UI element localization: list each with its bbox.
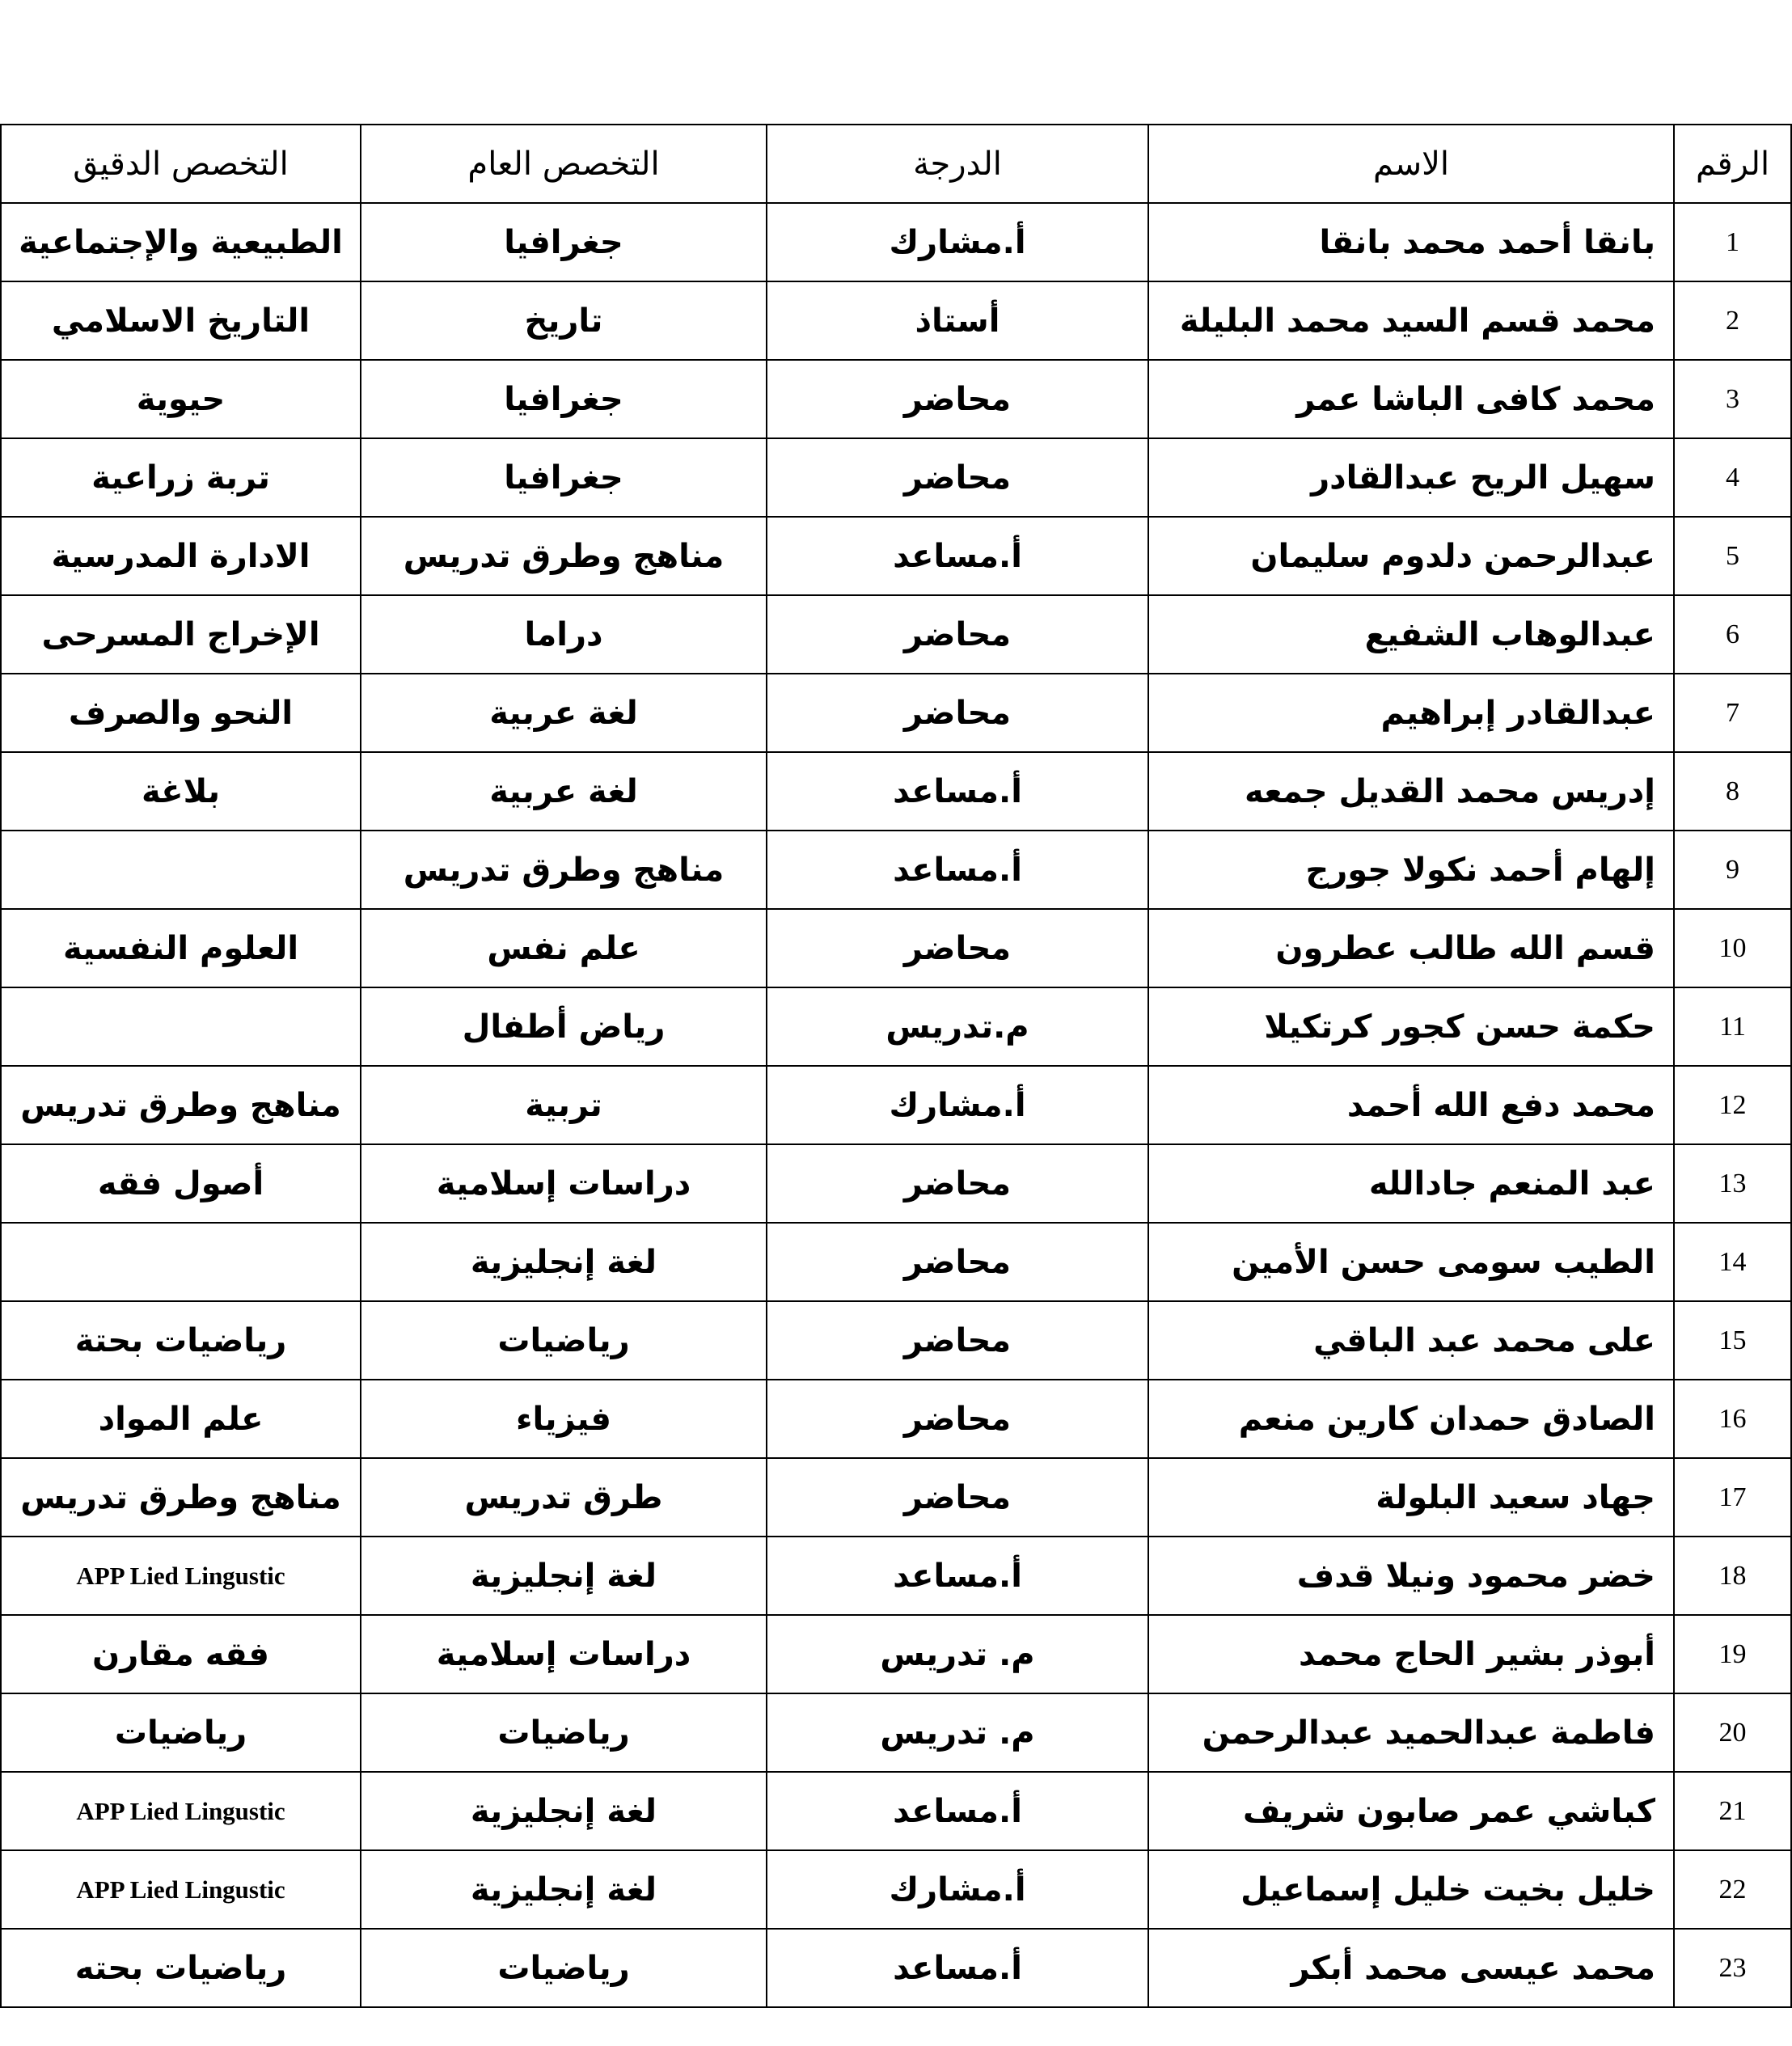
cell-specific-specialization: APP Lied Lingustic	[1, 1772, 361, 1850]
cell-num: 19	[1674, 1615, 1791, 1693]
table-row	[1, 1144, 1791, 1223]
cell-name: فاطمة عبدالحميد عبدالرحمن	[1148, 1693, 1674, 1772]
cell-general-specialization: لغة إنجليزية	[361, 1223, 767, 1301]
cell-name: جهاد سعيد البلولة	[1148, 1458, 1674, 1537]
cell-name: كباشي عمر صابون شريف	[1148, 1772, 1674, 1850]
cell-general-specialization: لغة عربية	[361, 752, 767, 831]
cell-num: 18	[1674, 1537, 1791, 1615]
cell-num: 2	[1674, 281, 1791, 360]
cell-degree: أ.مساعد	[767, 1537, 1148, 1615]
table-row	[1, 1772, 1791, 1850]
cell-specific-specialization: رياضيات بحتة	[1, 1301, 361, 1380]
cell-num: 15	[1674, 1301, 1791, 1380]
table-row	[1, 752, 1791, 831]
cell-general-specialization: جغرافيا	[361, 203, 767, 281]
cell-degree: محاضر	[767, 438, 1148, 517]
cell-num: 3	[1674, 360, 1791, 438]
header-name: الاسم	[1148, 125, 1674, 203]
cell-specific-specialization: رياضيات	[1, 1693, 361, 1772]
cell-degree: م.تدريس	[767, 987, 1148, 1066]
header-degree: الدرجة	[767, 125, 1148, 203]
cell-general-specialization: دراسات إسلامية	[361, 1144, 767, 1223]
table-row	[1, 281, 1791, 360]
cell-num: 8	[1674, 752, 1791, 831]
cell-num: 16	[1674, 1380, 1791, 1458]
header-general-specialization: التخصص العام	[361, 125, 767, 203]
cell-degree: أ.مساعد	[767, 1929, 1148, 2007]
cell-num: 21	[1674, 1772, 1791, 1850]
cell-num: 17	[1674, 1458, 1791, 1537]
cell-degree: م. تدريس	[767, 1693, 1148, 1772]
cell-name: محمد عيسى محمد أبكر	[1148, 1929, 1674, 2007]
cell-num: 6	[1674, 595, 1791, 674]
cell-name: حكمة حسن كجور كرتكيلا	[1148, 987, 1674, 1066]
cell-general-specialization: فيزياء	[361, 1380, 767, 1458]
cell-specific-specialization	[1, 987, 361, 1066]
cell-degree: أستاذ	[767, 281, 1148, 360]
header-specific-specialization: التخصص الدقيق	[1, 125, 361, 203]
cell-num: 5	[1674, 517, 1791, 595]
table-row	[1, 1066, 1791, 1144]
cell-degree: محاضر	[767, 595, 1148, 674]
table-row	[1, 1380, 1791, 1458]
cell-specific-specialization: APP Lied Lingustic	[1, 1850, 361, 1929]
table-header-row	[1, 125, 1791, 203]
cell-general-specialization: رياضيات	[361, 1301, 767, 1380]
cell-name: محمد قسم السيد محمد البليلة	[1148, 281, 1674, 360]
cell-name: خضر محمود ونيلا قدف	[1148, 1537, 1674, 1615]
cell-specific-specialization: الطبيعية والإجتماعية	[1, 203, 361, 281]
table-row	[1, 438, 1791, 517]
cell-specific-specialization: رياضيات بحته	[1, 1929, 361, 2007]
cell-specific-specialization: مناهج وطرق تدريس	[1, 1066, 361, 1144]
cell-name: عبدالرحمن دلدوم سليمان	[1148, 517, 1674, 595]
table-row	[1, 360, 1791, 438]
staff-table	[0, 124, 1792, 2008]
cell-name: خليل بخيت خليل إسماعيل	[1148, 1850, 1674, 1929]
cell-specific-specialization: تربة زراعية	[1, 438, 361, 517]
cell-general-specialization: دراما	[361, 595, 767, 674]
cell-num: 20	[1674, 1693, 1791, 1772]
cell-general-specialization: رياضيات	[361, 1693, 767, 1772]
cell-name: سهيل الريح عبدالقادر	[1148, 438, 1674, 517]
cell-general-specialization: رياضيات	[361, 1929, 767, 2007]
cell-degree: محاضر	[767, 1380, 1148, 1458]
table-row	[1, 1850, 1791, 1929]
cell-specific-specialization: العلوم النفسية	[1, 909, 361, 987]
cell-specific-specialization: علم المواد	[1, 1380, 361, 1458]
cell-general-specialization: تاريخ	[361, 281, 767, 360]
cell-general-specialization: جغرافيا	[361, 360, 767, 438]
table-row	[1, 1223, 1791, 1301]
cell-degree: محاضر	[767, 909, 1148, 987]
cell-name: إدريس محمد القديل جمعه	[1148, 752, 1674, 831]
table-row	[1, 909, 1791, 987]
cell-specific-specialization: أصول فقه	[1, 1144, 361, 1223]
cell-num: 12	[1674, 1066, 1791, 1144]
table-row	[1, 1458, 1791, 1537]
table-row	[1, 831, 1791, 909]
table-row	[1, 517, 1791, 595]
cell-general-specialization: لغة عربية	[361, 674, 767, 752]
cell-degree: أ.مساعد	[767, 831, 1148, 909]
cell-num: 10	[1674, 909, 1791, 987]
cell-num: 11	[1674, 987, 1791, 1066]
cell-specific-specialization: التاريخ الاسلامي	[1, 281, 361, 360]
cell-degree: أ.مساعد	[767, 1772, 1148, 1850]
cell-name: محمد كافى الباشا عمر	[1148, 360, 1674, 438]
cell-num: 7	[1674, 674, 1791, 752]
cell-general-specialization: رياض أطفال	[361, 987, 767, 1066]
cell-num: 14	[1674, 1223, 1791, 1301]
cell-name: على محمد عبد الباقي	[1148, 1301, 1674, 1380]
header-num: الرقم	[1674, 125, 1791, 203]
cell-degree: أ.مشارك	[767, 1850, 1148, 1929]
cell-num: 22	[1674, 1850, 1791, 1929]
cell-general-specialization: لغة إنجليزية	[361, 1537, 767, 1615]
cell-degree: أ.مشارك	[767, 1066, 1148, 1144]
table-row	[1, 203, 1791, 281]
cell-name: محمد دفع الله أحمد	[1148, 1066, 1674, 1144]
cell-num: 4	[1674, 438, 1791, 517]
cell-name: قسم الله طالب عطرون	[1148, 909, 1674, 987]
cell-general-specialization: مناهج وطرق تدريس	[361, 831, 767, 909]
cell-name: عبدالوهاب الشفيع	[1148, 595, 1674, 674]
cell-specific-specialization: مناهج وطرق تدريس	[1, 1458, 361, 1537]
cell-specific-specialization: فقه مقارن	[1, 1615, 361, 1693]
cell-specific-specialization: APP Lied Lingustic	[1, 1537, 361, 1615]
cell-name: عبدالقادر إبراهيم	[1148, 674, 1674, 752]
cell-num: 13	[1674, 1144, 1791, 1223]
cell-num: 9	[1674, 831, 1791, 909]
cell-name: الطيب سومى حسن الأمين	[1148, 1223, 1674, 1301]
cell-specific-specialization: الإخراج المسرحى	[1, 595, 361, 674]
cell-general-specialization: جغرافيا	[361, 438, 767, 517]
cell-specific-specialization: بلاغة	[1, 752, 361, 831]
cell-name: أبوذر بشير الحاج محمد	[1148, 1615, 1674, 1693]
table-row	[1, 1537, 1791, 1615]
cell-degree: م. تدريس	[767, 1615, 1148, 1693]
cell-degree: أ.مساعد	[767, 752, 1148, 831]
cell-specific-specialization: حيوية	[1, 360, 361, 438]
cell-degree: محاضر	[767, 360, 1148, 438]
cell-degree: محاضر	[767, 1458, 1148, 1537]
cell-degree: محاضر	[767, 674, 1148, 752]
cell-general-specialization: طرق تدريس	[361, 1458, 767, 1537]
table-row	[1, 674, 1791, 752]
table-row	[1, 1929, 1791, 2007]
cell-general-specialization: دراسات إسلامية	[361, 1615, 767, 1693]
cell-num: 1	[1674, 203, 1791, 281]
cell-name: الصادق حمدان كارين منعم	[1148, 1380, 1674, 1458]
cell-degree: أ.مساعد	[767, 517, 1148, 595]
table-body	[1, 203, 1791, 2007]
cell-name: بانقا أحمد محمد بانقا	[1148, 203, 1674, 281]
table-row	[1, 595, 1791, 674]
cell-degree: أ.مشارك	[767, 203, 1148, 281]
table-row	[1, 987, 1791, 1066]
table-row	[1, 1301, 1791, 1380]
cell-specific-specialization: الادارة المدرسية	[1, 517, 361, 595]
cell-specific-specialization	[1, 831, 361, 909]
cell-general-specialization: لغة إنجليزية	[361, 1850, 767, 1929]
cell-degree: محاضر	[767, 1301, 1148, 1380]
cell-general-specialization: مناهج وطرق تدريس	[361, 517, 767, 595]
cell-general-specialization: لغة إنجليزية	[361, 1772, 767, 1850]
cell-degree: محاضر	[767, 1144, 1148, 1223]
cell-num: 23	[1674, 1929, 1791, 2007]
cell-general-specialization: علم نفس	[361, 909, 767, 987]
table-row	[1, 1615, 1791, 1693]
cell-specific-specialization: النحو والصرف	[1, 674, 361, 752]
cell-name: إلهام أحمد نكولا جورج	[1148, 831, 1674, 909]
cell-specific-specialization	[1, 1223, 361, 1301]
table-row	[1, 1693, 1791, 1772]
cell-name: عبد المنعم جادالله	[1148, 1144, 1674, 1223]
cell-degree: محاضر	[767, 1223, 1148, 1301]
cell-general-specialization: تربية	[361, 1066, 767, 1144]
